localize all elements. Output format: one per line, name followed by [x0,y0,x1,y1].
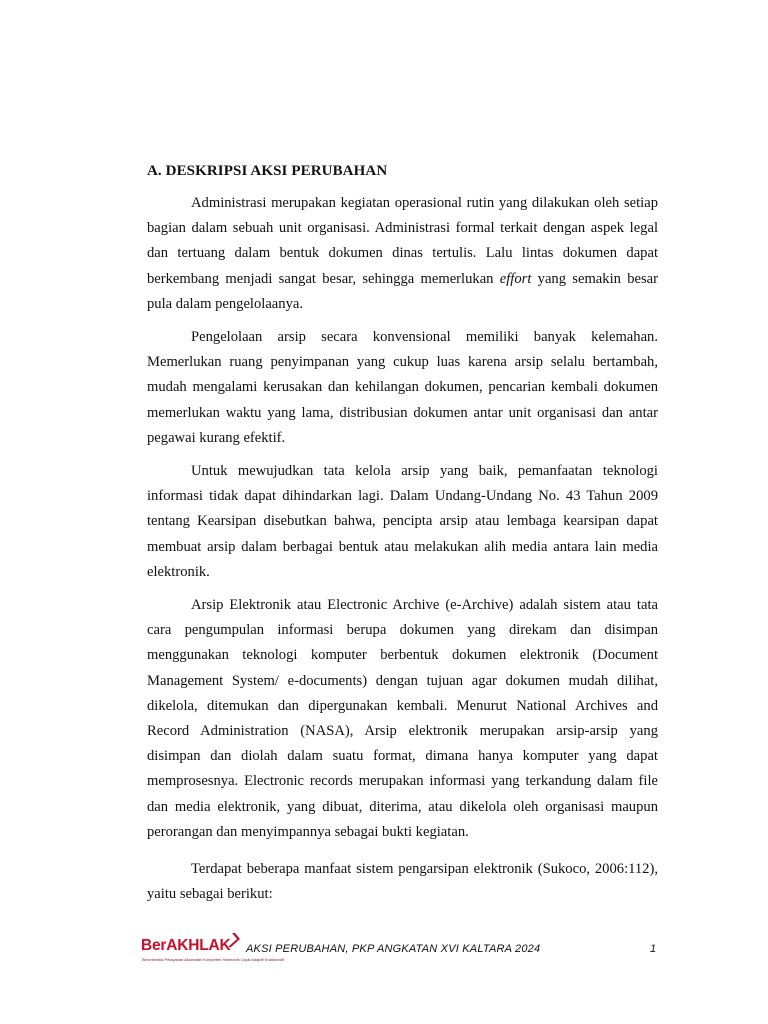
paragraph-arsip-elektronik: Arsip Elektronik atau Electronic Archive (e-Archive) adalah sistem atau tata cara pengumpulan informasi berupa dokumen yang direkam dan disimpan menggunakan teknologi komputer berbentuk dokumen elektronik (Document Management System/ e-documents) dengan tujuan agar dokumen mudah dilihat, dikelola, ditemukan dan dipergunakan kembali. Menurut National Archives and Record Administration (NASA), Arsip elektronik merupakan arsip-arsip yang disimpan dan diolah dalam suatu format, dimana hanya komputer yang dapat memprosesnya. Electronic records merupakan informasi yang terkandung dalam file dan media elektronik, yang dibuat, diterima, atau dikelola oleh organisasi maupun perorangan dan menyimpannya sebagai bukti kegiatan. [147,597,658,840]
paragraph-tata-kelola: Untuk mewujudkan tata kelola arsip yang baik, pemanfaatan teknologi informasi tidak dapat dihindarkan lagi. Dalam Undang-Undang No. 43 Tahun 2009 tentang Kearsipan disebutkan bahwa, pencipta arsip atau lembaga kearsipan dapat membuat arsip dalam berbagai bentuk atau melakukan alih media antara lain media elektronik. [147,463,658,580]
paragraph-manfaat: Terdapat beberapa manfaat sistem pengarsipan elektronik (Sukoco, 2006:112), yaitu sebagai berikut: [147,861,658,903]
page-content [147,160,658,915]
logo-tagline: Berorientasi Pelayanan Akuntabel Kompeten Harmonis Loyal Adaptif Kolaboratif [142,957,284,962]
effort-emphasis: effort [499,270,532,287]
section-heading: A. DESKRIPSI AKSI PERUBAHAN [147,163,388,179]
page-footer [140,932,660,972]
paragraph-pengelolaan: Pengelolaan arsip secara konvensional memiliki banyak kelemahan. Memerlukan ruang penyimpanan yang cukup luas karena arsip selalu bertambah, mudah mengalami kerusakan dan kehilangan dokumen, pencarian kembali dokumen memerlukan waktu yang lama, distribusian dokumen antar unit organisasi dan antar pegawai kurang efektif. [147,329,658,446]
logo-swoosh-icon [226,932,240,948]
page-number: 1 [650,943,657,955]
paragraph-administrasi-tail: yang semakin besar pula dalam pengelolaanya. [147,270,658,312]
footer-title: AKSI PERUBAHAN, PKP ANGKATAN XVI KALTARA 2024 [246,943,541,955]
paragraph-administrasi-text: Administrasi merupakan kegiatan operasional rutin yang dilakukan oleh setiap bagian dalam sebuah unit organisasi. Administrasi formal terkait dengan aspek legal dan tertuang dalam bentuk dokumen dinas tertulis. Lalu lintas dokumen dapat berkembang menjadi sangat besar, sehingga memerlukan [147,195,658,287]
logo-wordmark: BerAKHLAK [141,937,231,954]
paragraph-administrasi [147,191,658,317]
berakhlak-logo [140,932,284,972]
